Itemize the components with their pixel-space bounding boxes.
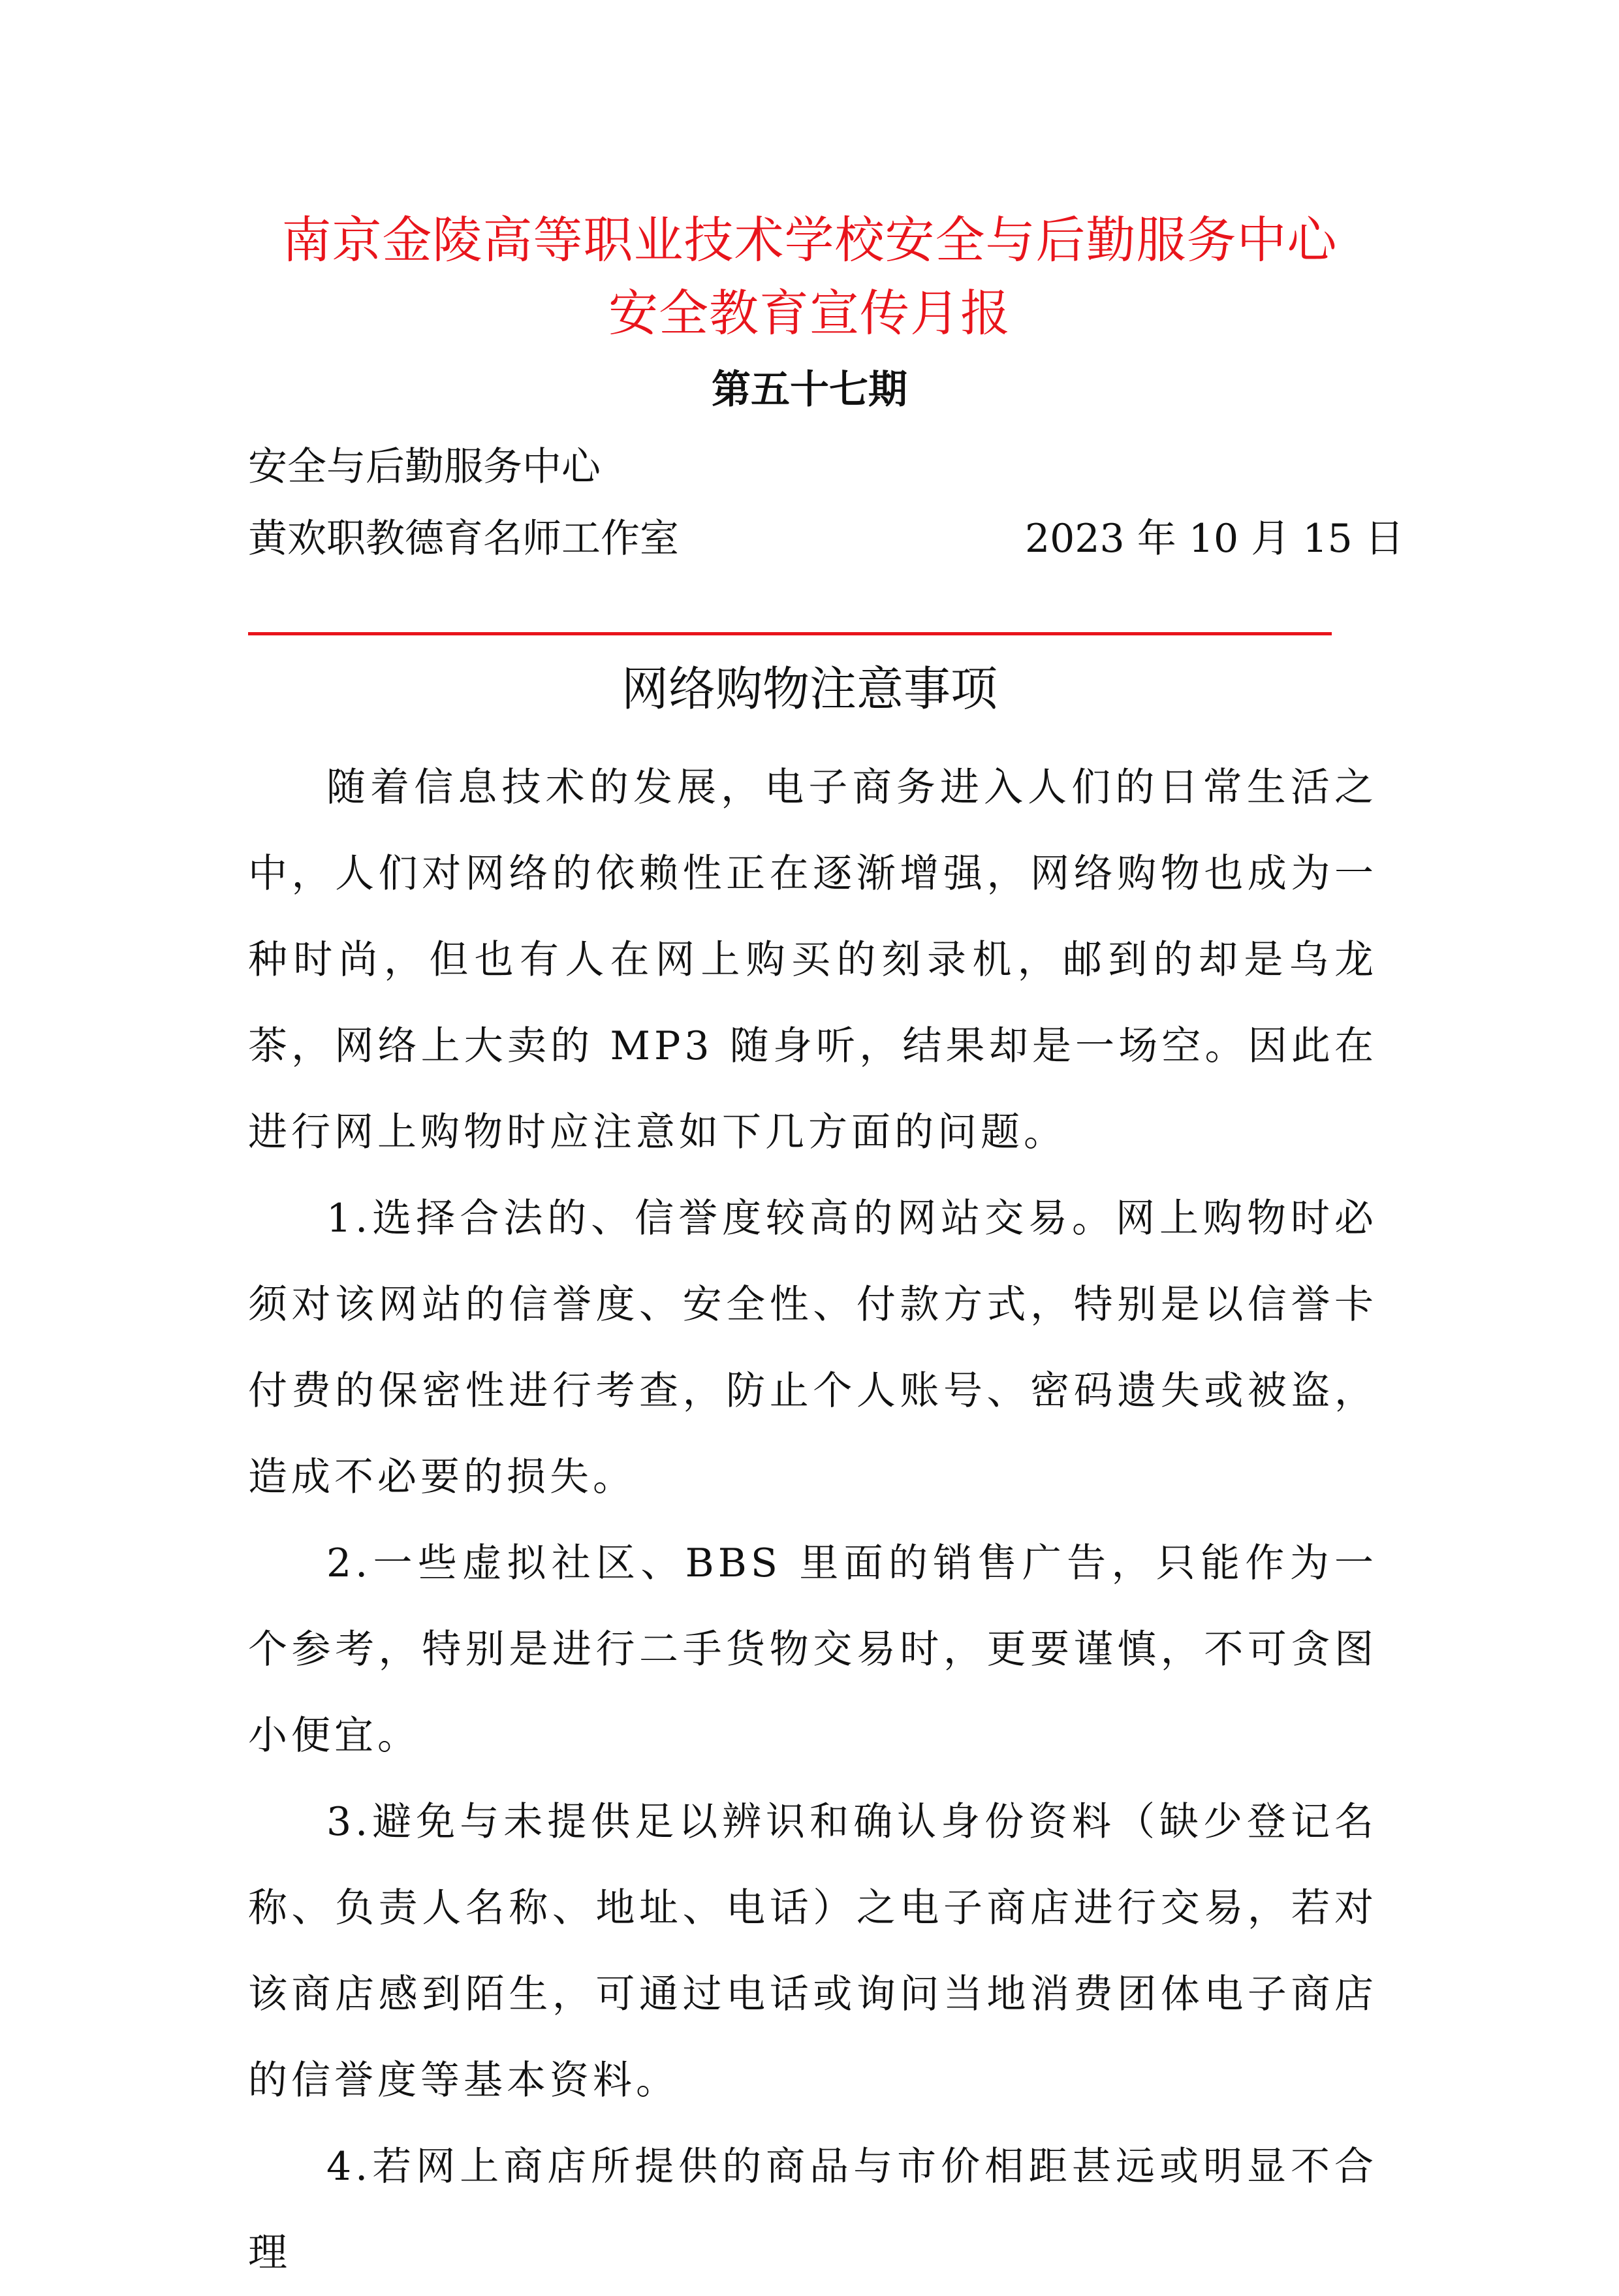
bulletin-title-line1: 南京金陵高等职业技术学校安全与后勤服务中心 — [281, 211, 1338, 269]
paragraph-item-3: 3.避免与未提供足以辨识和确认身份资料（缺少登记名称、负责人名称、地址、电话）之电子商店进行交易，若对该商店感到陌生，可通过电话或询问当地消费团体电子商店的信誉度等基本资料。 — [248, 1799, 1377, 2103]
article-title: 网络购物注意事项 — [621, 662, 998, 716]
paragraph-item-1: 1.选择合法的、信誉度较高的网站交易。网上购物时必须对该网站的信誉度、安全性、付款方式，特别是以信誉卡付费的保密性进行考查，防止个人账号、密码遗失或被盗，造成不必要的损失。 — [248, 1196, 1377, 1500]
paragraph-intro: 随着信息技术的发展，电子商务进入人们的日常生活之中，人们对网络的依赖性正在逐渐增强，网络购物也成为一种时尚，但也有人在网上购买的刻录机，邮到的却是乌龙茶，网络上大卖的 MP3 随身听，结果却是一场空。因此在进行网上购物时应注意如下几方面的问题。 — [248, 765, 1377, 1155]
bulletin-title-line2: 安全教育宣传月报 — [608, 284, 1011, 342]
red-divider-line — [248, 632, 1332, 635]
paragraph-item-2: 2.一些虚拟社区、BBS 里面的销售广告，只能作为一个参考，特别是进行二手货物交易时，更要谨慎，不可贪图小便宜。 — [248, 1540, 1377, 1759]
publisher-line2: 黄欢职教德育名师工作室 — [248, 516, 679, 562]
issue-number: 第五十七期 — [712, 367, 907, 413]
paragraph-item-4: 4.若网上商店所提供的商品与市价相距甚远或明显不合理 — [248, 2144, 1377, 2276]
publish-date: 2023 年 10 月 15 日 — [1025, 516, 1404, 562]
publisher-line1: 安全与后勤服务中心 — [248, 444, 601, 490]
article-body — [248, 744, 1377, 2296]
